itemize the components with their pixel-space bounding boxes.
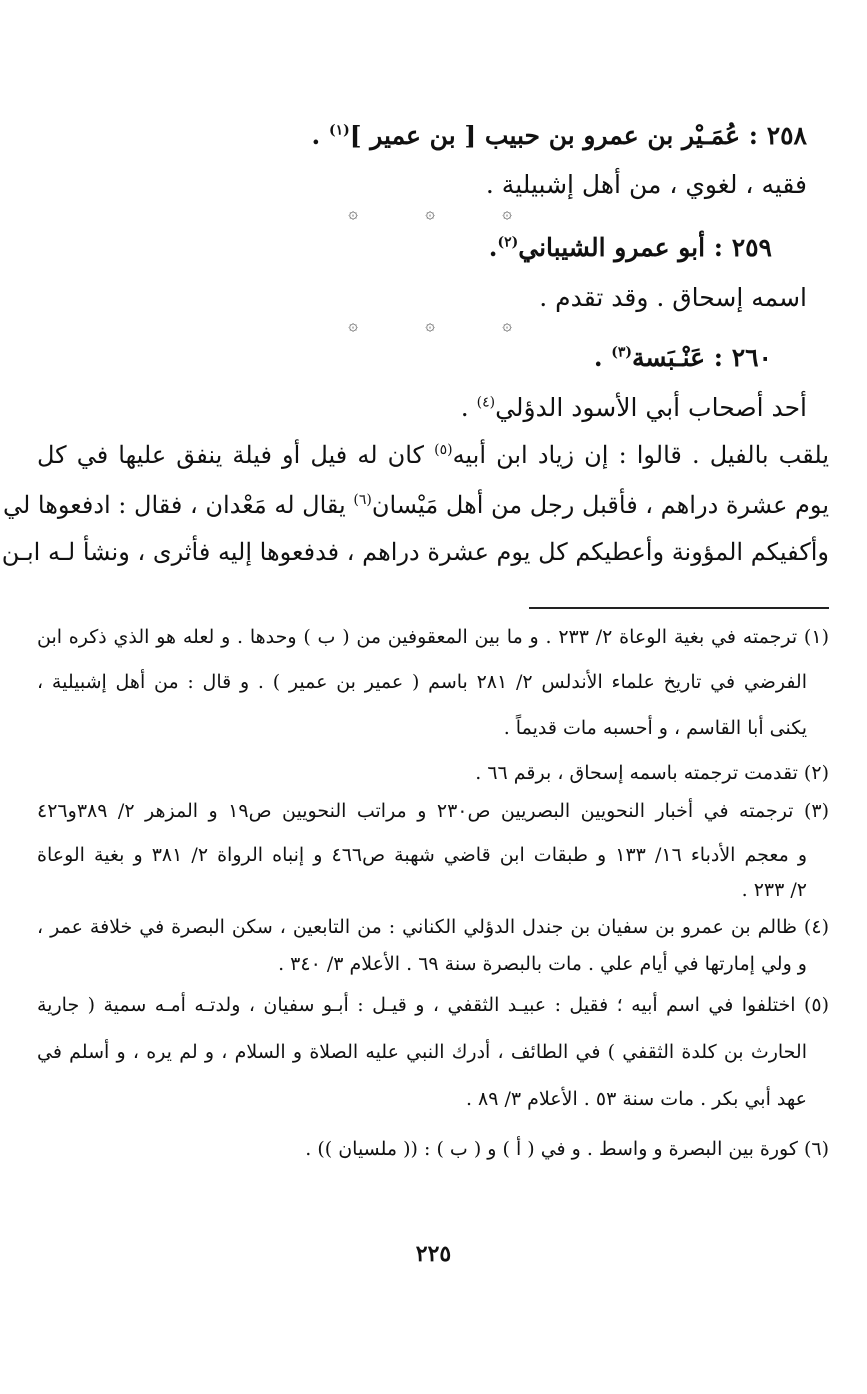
entry-260-line-1-end: . bbox=[460, 393, 477, 422]
ornament-star-icon: ۞ bbox=[425, 203, 435, 222]
footnote-5-line-2: الحارث بن كلدة الثقفي ) في الطائف ، أدرك النبي عليه الصلاة و السلام ، و لم يره ، و أسلم في bbox=[37, 1041, 807, 1063]
footnote-5-line-3: عهد أبي بكر . مات سنة ٥٣ . الأعلام ٣/ ٨٩ . bbox=[465, 1088, 807, 1110]
entry-260-heading bbox=[594, 345, 772, 370]
entry-260-line-2-text: يلقب بالفيل . قالوا : إن زياد ابن أبيه bbox=[452, 441, 830, 469]
entry-260-line-2 bbox=[37, 443, 829, 467]
footnote-ref-5[interactable]: (٥) bbox=[434, 442, 453, 458]
footnote-6-line-1: (٦) كورة بين البصرة و واسط . و في ( أ ) و ( ب ) : (( ملسيان )) . bbox=[305, 1138, 829, 1160]
footnote-4-line-2: و ولي إمارتها في أيام علي . مات بالبصرة سنة ٦٩ . الأعلام ٣/ ٣٤٠ . bbox=[278, 953, 807, 975]
footnote-ref-2[interactable]: (٢) bbox=[497, 234, 519, 251]
entry-260-line-3 bbox=[2, 491, 829, 519]
ornament-star-icon: ۞ bbox=[348, 203, 358, 222]
footnote-4-line-1: (٤) ظالم بن عمرو بن سفيان بن جندل الدؤلي الكناني : من التابعين ، سكن البصرة في خلافة عمر ، bbox=[37, 916, 829, 938]
entry-258-description: فقيه ، لغوي ، من أهل إشبيلية . bbox=[485, 170, 807, 199]
footnote-ref-3[interactable]: (٣) bbox=[611, 344, 633, 361]
footnote-2-line-1: (٢) تقدمت ترجمته باسمه إسحاق ، برقم ٦٦ . bbox=[475, 762, 829, 784]
entry-260-title-end: . bbox=[593, 343, 612, 372]
entry-259-description: اسمه إسحاق . وقد تقدم . bbox=[539, 283, 807, 312]
footnote-1-line-1: (١) ترجمته في بغية الوعاة ٢/ ٢٣٣ . و ما بين المعقوفين من ( ب ) وحدها . و لعله هو الذي ذكره ابن bbox=[37, 626, 829, 648]
entry-260-line-1-text: أحد أصحاب أبي الأسود الدؤلي bbox=[495, 393, 807, 422]
ornament-star-icon: ۞ bbox=[502, 203, 512, 222]
entry-259-heading bbox=[489, 235, 772, 260]
entry-260-title: ٢٦٠ : عَنْـبَسة bbox=[632, 343, 772, 372]
footnote-separator bbox=[529, 607, 829, 609]
footnote-ref-1[interactable]: (١) bbox=[328, 122, 350, 139]
entry-259-title-end: . bbox=[488, 233, 498, 262]
footnote-3-line-3: ٢/ ٢٣٣ . bbox=[741, 879, 807, 901]
entry-260-line-2-end: كان له فيل أو فيلة ينفق عليها في كل bbox=[37, 441, 435, 469]
footnote-ref-6[interactable]: (٦) bbox=[353, 492, 372, 508]
ornament-star-icon: ۞ bbox=[502, 315, 512, 334]
entry-260-line-3-end: يقال له مَعْدان ، فقال : ادفعوها لي bbox=[2, 491, 354, 519]
entry-258-title: ٢٥٨ : عُمَـيْر بن عمرو بن حبيب [ بن عمير ] bbox=[349, 121, 807, 150]
footnote-1-line-2: الفرضي في تاريخ علماء الأندلس ٢/ ٢٨١ باسم ( عمير بن عمير ) . و قال : من أهل إشبيلية ، bbox=[37, 671, 807, 693]
page-number: ٢٢٥ bbox=[415, 1241, 452, 1267]
footnote-3-line-2: و معجم الأدباء ١٦/ ١٣٣ و طبقات ابن قاضي شهبة ص٤٦٦ و إنباه الرواة ٢/ ٣٨١ و بغية الوعاة bbox=[37, 844, 807, 866]
entry-258-heading bbox=[312, 123, 807, 148]
section-separator-2 bbox=[345, 317, 515, 333]
footnote-1-line-3: يكنى أبا القاسم ، و أحسبه مات قديماً . bbox=[503, 717, 807, 739]
entry-258-title-end: . bbox=[311, 121, 329, 150]
entry-259-title: ٢٥٩ : أبو عمرو الشيباني bbox=[518, 233, 772, 262]
footnote-3-line-1: (٣) ترجمته في أخبار النحويين البصريين ص٢٣٠ و مراتب النحويين ص١٩ و المزهر ٢/ ٣٨٩و٤٢٦ bbox=[37, 800, 829, 822]
footnote-ref-4[interactable]: (٤) bbox=[476, 394, 496, 411]
entry-260-line-3-text: يوم عشرة دراهم ، فأقبل رجل من أهل مَيْسان bbox=[371, 491, 829, 519]
ornament-star-icon: ۞ bbox=[425, 315, 435, 334]
footnote-5-line-1: (٥) اختلفوا في اسم أبيه ؛ فقيل : عبيـد الثقفي ، و قيـل : أبـو سفيان ، ولدتـه أمـه سمية ( جارية bbox=[37, 994, 829, 1016]
entry-260-line-4: وأكفيكم المؤونة وأعطيكم كل يوم عشرة دراهم ، فدفعوها إليه فأثرى ، ونشأ لـه ابـن bbox=[1, 538, 829, 566]
ornament-star-icon: ۞ bbox=[348, 315, 358, 334]
entry-260-line-1 bbox=[461, 395, 807, 420]
section-separator-1 bbox=[345, 205, 515, 221]
